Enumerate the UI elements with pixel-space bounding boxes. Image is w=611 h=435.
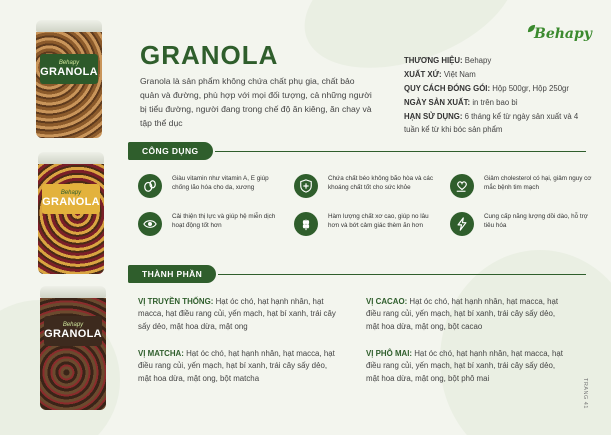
benefit-text: Giàu vitamin như vitamin A, E giúp chống lão hóa cho da, xương [172, 175, 269, 191]
product-intro: Granola là sản phẩm không chứa chất phụ gia, chất bảo quản và đường, phù hợp với mọi đối tượng, cả những người bị tiểu đường, người đang trong chế độ ăn kiêng, ăn chay và tập thể dục [140, 76, 372, 128]
jar-lid [36, 20, 102, 32]
info-key: QUY CÁCH ĐÓNG GÓI: [404, 84, 491, 93]
jar-label-name: GRANOLA [42, 196, 100, 208]
ingredient-text: Hạt óc chó, hạt hạnh nhân, hạt macca, hạt điều rang củi, yến mạch, hạt bí xanh, trái cây sấy dẻo, mật hoa dừa, mật ong, bột cacao [366, 297, 559, 331]
jar-label [42, 184, 100, 214]
ingredient-text: Hạt óc chó, hạt hạnh nhân, hạt macca, hạt điều rang củi, yến mạch, hạt bí xanh, trái cây sấy dẻo, mật hoa dừa, mật ong [138, 297, 336, 331]
benefit-item [138, 212, 284, 240]
ingredient-block-traditional [138, 296, 338, 333]
benefits-section-header [128, 141, 586, 161]
jar-label [44, 316, 102, 346]
jar-lid [38, 152, 104, 164]
benefit-text: Hàm lượng chất xơ cao, giúp no lâu hơn và bớt cảm giác thèm ăn hơn [328, 213, 429, 229]
ingredient-block-matcha [138, 348, 338, 385]
jar-body [40, 298, 106, 410]
product-jar-cacao [38, 152, 104, 274]
info-value: Behapy [464, 56, 492, 65]
info-row-brand [404, 54, 594, 67]
jar-label-brand: Behapy [58, 60, 80, 66]
ingredient-block-cheese [366, 348, 566, 385]
lightning-icon [450, 212, 474, 236]
page-number: TRANG 41 [582, 378, 588, 409]
benefit-text: Giảm cholesterol có hại, giảm nguy cơ mắc bệnh tim mạch [484, 175, 592, 191]
info-row-origin [404, 68, 594, 81]
jar-body [38, 164, 104, 274]
page-title: GRANOLA [140, 40, 279, 70]
benefit-item [138, 174, 284, 202]
benefit-item [450, 174, 596, 202]
grain-fiber-icon [294, 212, 318, 236]
jar-lid [40, 286, 106, 298]
benefits-section-title: CÔNG DỤNG [128, 142, 213, 160]
ingredient-name: VỊ CACAO: [366, 297, 408, 306]
eye-icon [138, 212, 162, 236]
jar-body [36, 32, 102, 138]
ingredients-section-header [128, 264, 586, 284]
product-jar-traditional [36, 20, 102, 138]
nuts-icon [138, 174, 162, 198]
benefit-item [450, 212, 596, 240]
ingredient-text: Hạt óc chó, hạt hạnh nhân, hạt macca, hạt điều rang củi, yến mạch, hạt bí xanh, trái cây sấy dẻo, mật hoa dừa, mật ong, bột phô mai [366, 349, 563, 383]
benefit-item [294, 174, 440, 202]
section-divider [218, 274, 586, 275]
brand-logo: Behapy [534, 26, 592, 42]
benefit-text: Cung cấp năng lượng dồi dào, hỗ trợ tiêu hóa [484, 213, 588, 229]
jar-label [40, 54, 98, 84]
info-key: NGÀY SẢN XUẤT: [404, 98, 471, 107]
benefit-text: Cải thiện thị lực và giúp hệ miễn dịch hoạt động tốt hơn [172, 213, 276, 229]
info-key: THƯƠNG HIỆU: [404, 56, 463, 65]
info-key: XUẤT XỨ: [404, 70, 442, 79]
shield-plus-icon [294, 174, 318, 198]
benefit-text: Chứa chất béo không bão hòa và các khoáng chất tốt cho sức khỏe [328, 175, 434, 191]
ingredients-section-title: THÀNH PHẦN [128, 265, 216, 283]
section-divider [215, 151, 587, 152]
benefit-item [294, 212, 440, 240]
info-value: Việt Nam [443, 70, 476, 79]
info-value: 6 tháng kể từ ngày sản xuất và 4 tuần kể từ khi bóc sản phẩm [404, 112, 579, 134]
info-key: HẠN SỬ DỤNG: [404, 112, 463, 121]
ingredient-name: VỊ MATCHA: [138, 349, 184, 358]
info-value: Hộp 500gr, Hộp 250gr [492, 84, 569, 93]
ingredient-name: VỊ TRUYỀN THỐNG: [138, 297, 214, 306]
info-row-packaging [404, 82, 594, 95]
product-jar-matcha [40, 286, 106, 410]
jar-label-name: GRANOLA [40, 66, 98, 78]
info-value: in trên bao bì [472, 98, 518, 107]
heart-hand-icon [450, 174, 474, 198]
jar-label-brand: Behapy [60, 190, 82, 196]
ingredient-block-cacao [366, 296, 566, 333]
jar-label-name: GRANOLA [44, 328, 102, 340]
ingredient-name: VỊ PHÔ MAI: [366, 349, 413, 358]
ingredient-text: Hạt óc chó, hạt hạnh nhân, hạt macca, hạt điều rang củi, yến mạch, hạt bí xanh, trái cây sấy dẻo, mật hoa dừa, mật ong, bột matcha [138, 349, 335, 383]
info-row-mfg-date [404, 96, 594, 109]
info-row-expiry [404, 110, 594, 136]
jar-label-brand: Behapy [62, 322, 84, 328]
product-info [404, 54, 594, 137]
